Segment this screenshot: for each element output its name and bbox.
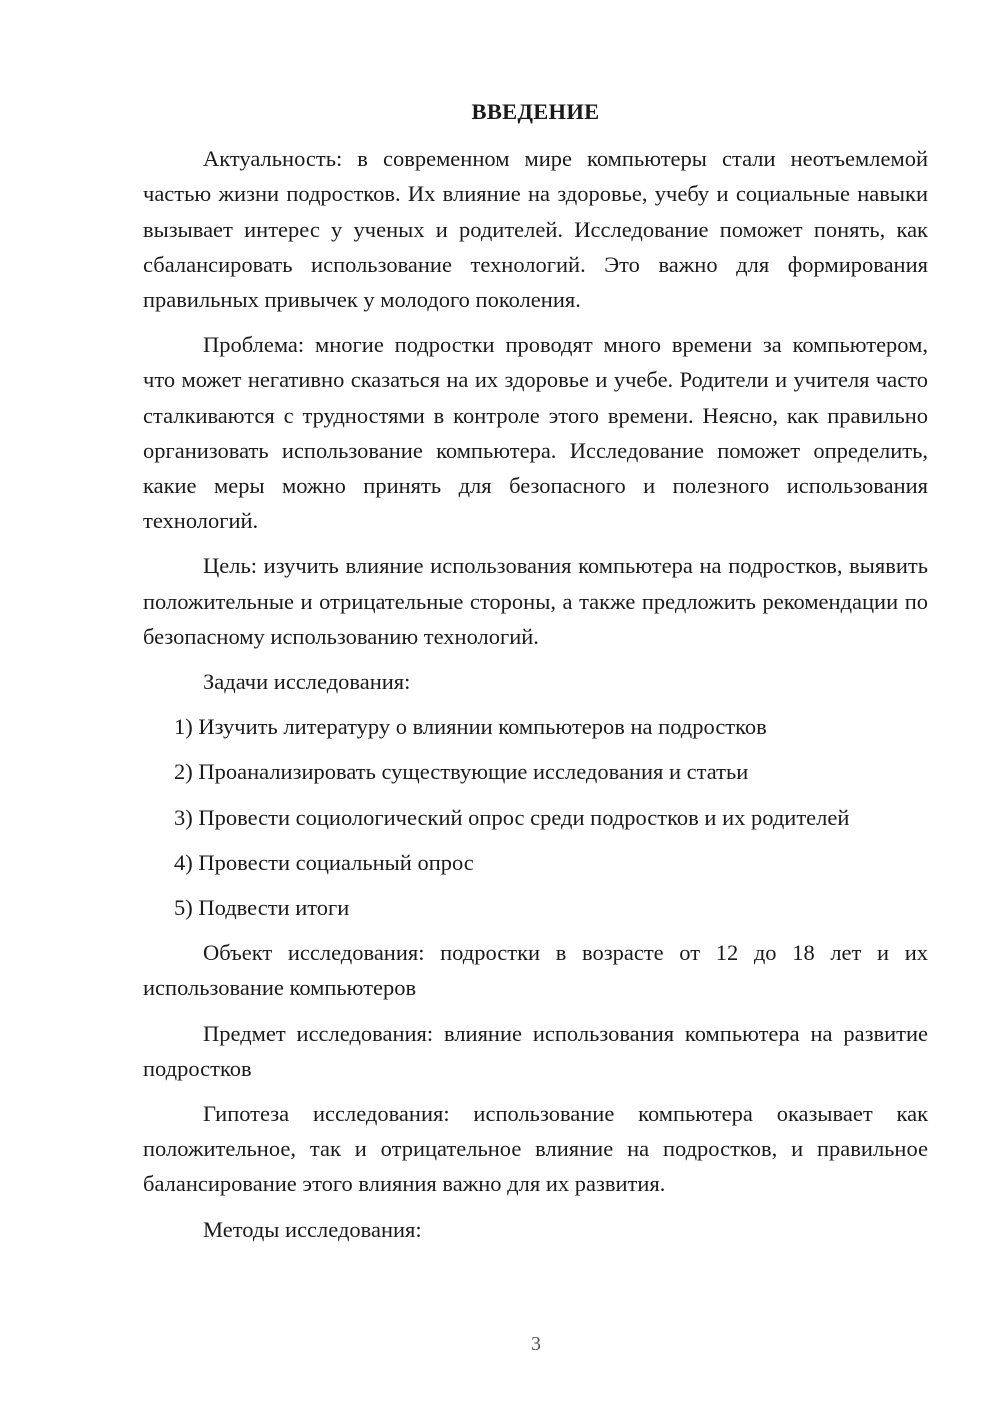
- page-title: ВВЕДЕНИЕ: [471, 99, 600, 124]
- document-page: [143, 94, 928, 1257]
- subject-paragraph: Предмет исследования: влияние использования компьютера на развитие подростков: [143, 1020, 928, 1081]
- hypothesis-paragraph: Гипотеза исследования: использование компьютера оказывает как положительное, так и отрицательное влияние на подростков, и правильное балансирование этого влияния важно для их развития.: [143, 1101, 928, 1197]
- page-number: 3: [531, 1333, 541, 1355]
- task-item: 3) Провести социологический опрос среди подростков и их родителей: [174, 804, 850, 830]
- goal-paragraph: Цель: изучить влияние использования компьютера на подростков, выявить положительные и отрицательные стороны, а также предложить рекомендации по безопасному использованию технологий.: [143, 553, 928, 649]
- relevance-paragraph: Актуальность: в современном мире компьютеры стали неотъемлемой частью жизни подростков. Их влияние на здоровье, учебу и социальные навыки вызывает интерес у ученых и родителей. Исследование поможет понять, как сбалансировать использование технологий. Это важно для формирования правильных привычек у молодого поколения.: [143, 146, 928, 313]
- task-item: 2) Проанализировать существующие исследования и статьи: [174, 759, 749, 785]
- object-paragraph: Объект исследования: подростки в возрасте от 12 до 18 лет и их использование компьютеров: [143, 940, 928, 1001]
- methods-heading: Методы исследования:: [203, 1216, 422, 1242]
- tasks-heading: Задачи исследования:: [203, 669, 411, 695]
- task-item: 5) Подвести итоги: [174, 895, 350, 921]
- task-item: 1) Изучить литературу о влиянии компьютеров на подростков: [174, 714, 767, 740]
- task-item: 4) Провести социальный опрос: [174, 849, 474, 875]
- tasks-list: [143, 709, 928, 925]
- problem-paragraph: Проблема: многие подростки проводят много времени за компьютером, что может негативно сказаться на их здоровье и учебе. Родители и учителя часто сталкиваются с трудностями в контроле этого времени. Неясно, как правильно организовать использование компьютера. Исследование поможет определить, какие меры можно принять для безопасного и полезного использования технологий.: [143, 332, 928, 534]
